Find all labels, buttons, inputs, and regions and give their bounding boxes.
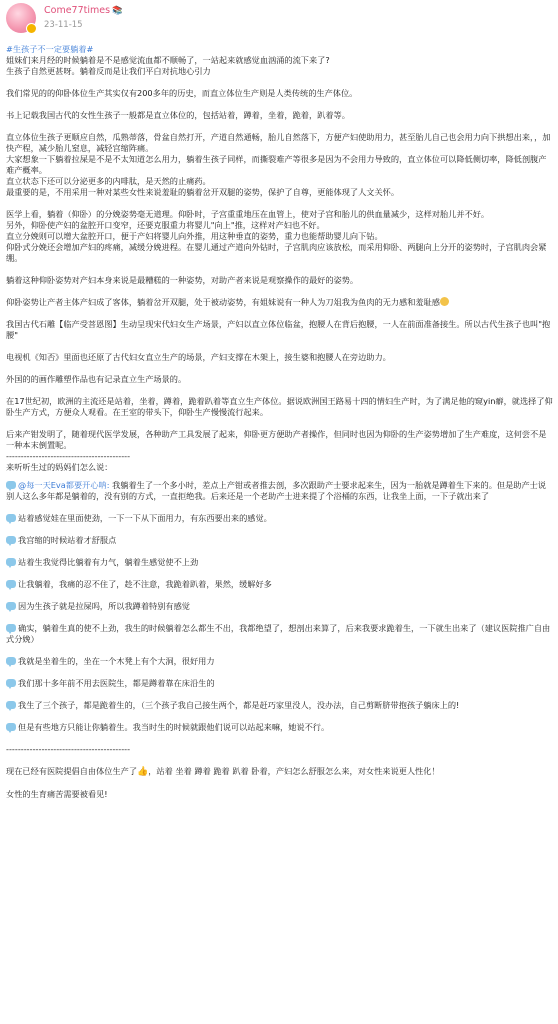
paragraph: 女性的生育痛苦需要被看见! bbox=[6, 789, 108, 799]
paragraph: 电视机《知否》里面也还原了古代妇女直立生产的场景，产妇支撑在木架上，接生婆和抱腰人在旁边助力。 bbox=[6, 352, 391, 362]
speech-bubble-icon bbox=[6, 602, 16, 610]
speech-bubble-icon bbox=[6, 723, 16, 731]
books-icon: 📚 bbox=[112, 6, 123, 16]
divider: ------------------------------------------ bbox=[6, 744, 131, 754]
paragraph: 另外，仰卧使产妇的盆腔开口变窄，还要克服重力将婴儿"向上"推，这样对产妇也不好。 bbox=[6, 220, 325, 230]
paragraph: 躺着这种仰卧姿势对产妇本身来说是最糟糕的一种姿势，对助产者来说是观察操作的最好的姿势。 bbox=[6, 275, 359, 285]
paragraph: 大家想象一下躺着拉屎是不是不太知道怎么用力，躺着生孩子同样，而撕裂难产等很多是因为不会用力导致的，直立体位可以降低侧切率，降低剖腹产难产概率。 bbox=[6, 154, 547, 175]
sad-face-emoji bbox=[440, 297, 449, 306]
paragraph: 在17世纪初，欧洲的主流还是站着，坐着，蹲着，跪着趴着等直立生产体位。据说欧洲国王路易十四的情妇生产时，为了满足他的窥yin癖，就选择了仰卧生产方式，方便众人观看。在王室的带头下，仰卧生产慢慢流行起来。 bbox=[6, 396, 553, 417]
paragraph: 书上记载我国古代的女性生孩子一般都是直立体位的，包括站着，蹲着，坐着，跪着，趴着等。 bbox=[6, 110, 350, 120]
speech-bubble-icon bbox=[6, 624, 16, 632]
post-header bbox=[6, 3, 546, 35]
paragraph: 医学上看，躺着（仰卧）的分娩姿势毫无道理。仰卧时，子宫重重地压在血管上，使对子宫和胎儿的供血量减少，这样对胎儿并不好。 bbox=[6, 209, 490, 219]
paragraph: 仰卧式分娩还会增加产妇的疼痛，减缓分娩进程。在婴儿通过产道向外钻时，子宫肌肉应该放松，而采用仰卧、两腿向上分开的姿势时，子宫肌肉会紧绷。 bbox=[6, 242, 547, 263]
speech-bubble-icon bbox=[6, 536, 16, 544]
speech-bubble-icon bbox=[6, 657, 16, 665]
post-content bbox=[6, 44, 554, 800]
thumbs-up-emoji: 👍 bbox=[137, 767, 149, 777]
divider: ------------------------------------------ bbox=[6, 451, 131, 461]
quote-item: 让我躺着，我痛的忍不住了，趁不注意，我跪着趴着，果然，缓解好多 bbox=[6, 579, 554, 590]
quote-item: 我宫缩的时候站着才舒服点 bbox=[6, 535, 554, 546]
quote-item: 站着生我觉得比躺着有力气，躺着生感觉使不上劲 bbox=[6, 557, 554, 568]
quote-item: 我生了三个孩子，都是跪着生的，（三个孩子我自己接生两个，都是赶巧家里没人，没办法，自己剪断脐带抱孩子躺床上的! bbox=[6, 700, 554, 711]
paragraph: 来听听生过的妈妈们怎么说： bbox=[6, 462, 113, 472]
speech-bubble-icon bbox=[6, 679, 16, 687]
quote-item: 但是有些地方只能让你躺着生。我当时生的时候就跟他们说可以站起来嘛，她说不行。 bbox=[6, 722, 554, 733]
quote-item: 我们那十多年前不用去医院生，都是蹲着靠在床沿生的 bbox=[6, 678, 554, 689]
paragraph: 直立分娩则可以增大盆腔开口，便于产妇将婴儿向外推，用这种垂直的姿势，重力也能帮助婴儿向下钻。 bbox=[6, 231, 383, 241]
quote-item: 站着感觉娃在里面使劲，一下一下从下面用力，有东西要出来的感觉。 bbox=[6, 513, 554, 524]
paragraph: 直立体位生孩子更顺应自然，瓜熟蒂落，骨盆自然打开，产道自然通畅，胎儿自然落下，方便产妇使助用力，甚至胎儿自己也会用力向下拱想出来，，加快产程，减少胎儿窒息，减轻宫缩阵痛。 bbox=[6, 132, 551, 153]
paragraph: 直立状态下还可以分泌更多的内啡肽，是天然的止痛药。 bbox=[6, 176, 211, 186]
username[interactable]: Come77times 📚 bbox=[44, 5, 123, 16]
paragraph: 生孩子自然更甚呀。躺着反而是让我们平白对抗地心引力 bbox=[6, 66, 211, 76]
post-date: 23-11-15 bbox=[44, 20, 83, 30]
quote-item: 我就是坐着生的，坐在一个木凳上有个大洞，很好用力 bbox=[6, 656, 554, 667]
quote-item: 确实，躺着生真的使不上劲，我生的时候躺着怎么都生不出，我都绝望了，想剖出来算了，后来我要求跪着生，一下就生出来了（建议医院推广自由式分娩） bbox=[6, 623, 551, 644]
paragraph: 外国的的画作雕塑作品也有记录直立生产场景的。 bbox=[6, 374, 187, 384]
quote-item: @每一天Eva都要开心呐: 我躺着生了一个多小时，差点上产钳或者推去剖，多次跟助产士要求起来生，因为一胎就是蹲着生下来的。但是助产士说别人这么多年都是躺着的，没有别的方式，一直拒绝我。后来还是一个老助产士进来提了个浴桶的东西，让我坐上面，一下子就出来了 bbox=[6, 480, 547, 501]
speech-bubble-icon bbox=[6, 558, 16, 566]
hashtag-link[interactable]: #生孩子不一定要躺着# bbox=[6, 44, 94, 54]
speech-bubble-icon bbox=[6, 481, 16, 489]
paragraph: 现在已经有医院提倡自由体位生产了👍，站着 坐着 蹲着 跪着 趴着 卧着，产妇怎么舒服怎么来，对女性来说更人性化！ bbox=[6, 766, 440, 777]
mention-link[interactable]: @每一天Eva都要开心呐: bbox=[18, 480, 110, 490]
speech-bubble-icon bbox=[6, 580, 16, 588]
paragraph: 我国古代石雕【临产受菩恩图】生动呈现宋代妇女生产场景，产妇以直立体位临盆，抱腰人在背后抱腰，一人在前面准备接生。所以古代生孩子也叫"抱腰" bbox=[6, 319, 551, 340]
paragraph: 最重要的是，不用采用一种对某些女性来说羞耻的躺着岔开双腿的姿势，保护了自尊，更能体现了人文关怀。 bbox=[6, 187, 400, 197]
paragraph: 仰卧姿势让产者主体产妇成了客体，躺着岔开双腿，处于被动姿势，有姐妹说有一种人为刀俎我为鱼肉的无力感和羞耻感 bbox=[6, 297, 554, 308]
paragraph: 后来产钳发明了，随着现代医学发展，各种助产工具发展了起来，仰卧更方便助产者操作，但同时也因为仰卧的生产姿势增加了生产难度，这何尝不是一种本末倒置呢。 bbox=[6, 429, 547, 450]
quote-item: 因为生孩子就是拉屎吗，所以我蹲着特别有感觉 bbox=[6, 601, 554, 612]
paragraph: 姐妹们来月经的时候躺着是不是感觉流血都不顺畅了，一站起来就感觉血汹涌的流下来了? bbox=[6, 55, 330, 65]
speech-bubble-icon bbox=[6, 701, 16, 709]
paragraph: 我们常见的的仰卧体位生产其实仅有200多年的历史，而直立体位生产则是人类传统的生产体位。 bbox=[6, 88, 358, 98]
speech-bubble-icon bbox=[6, 514, 16, 522]
verified-badge-icon bbox=[26, 23, 37, 34]
